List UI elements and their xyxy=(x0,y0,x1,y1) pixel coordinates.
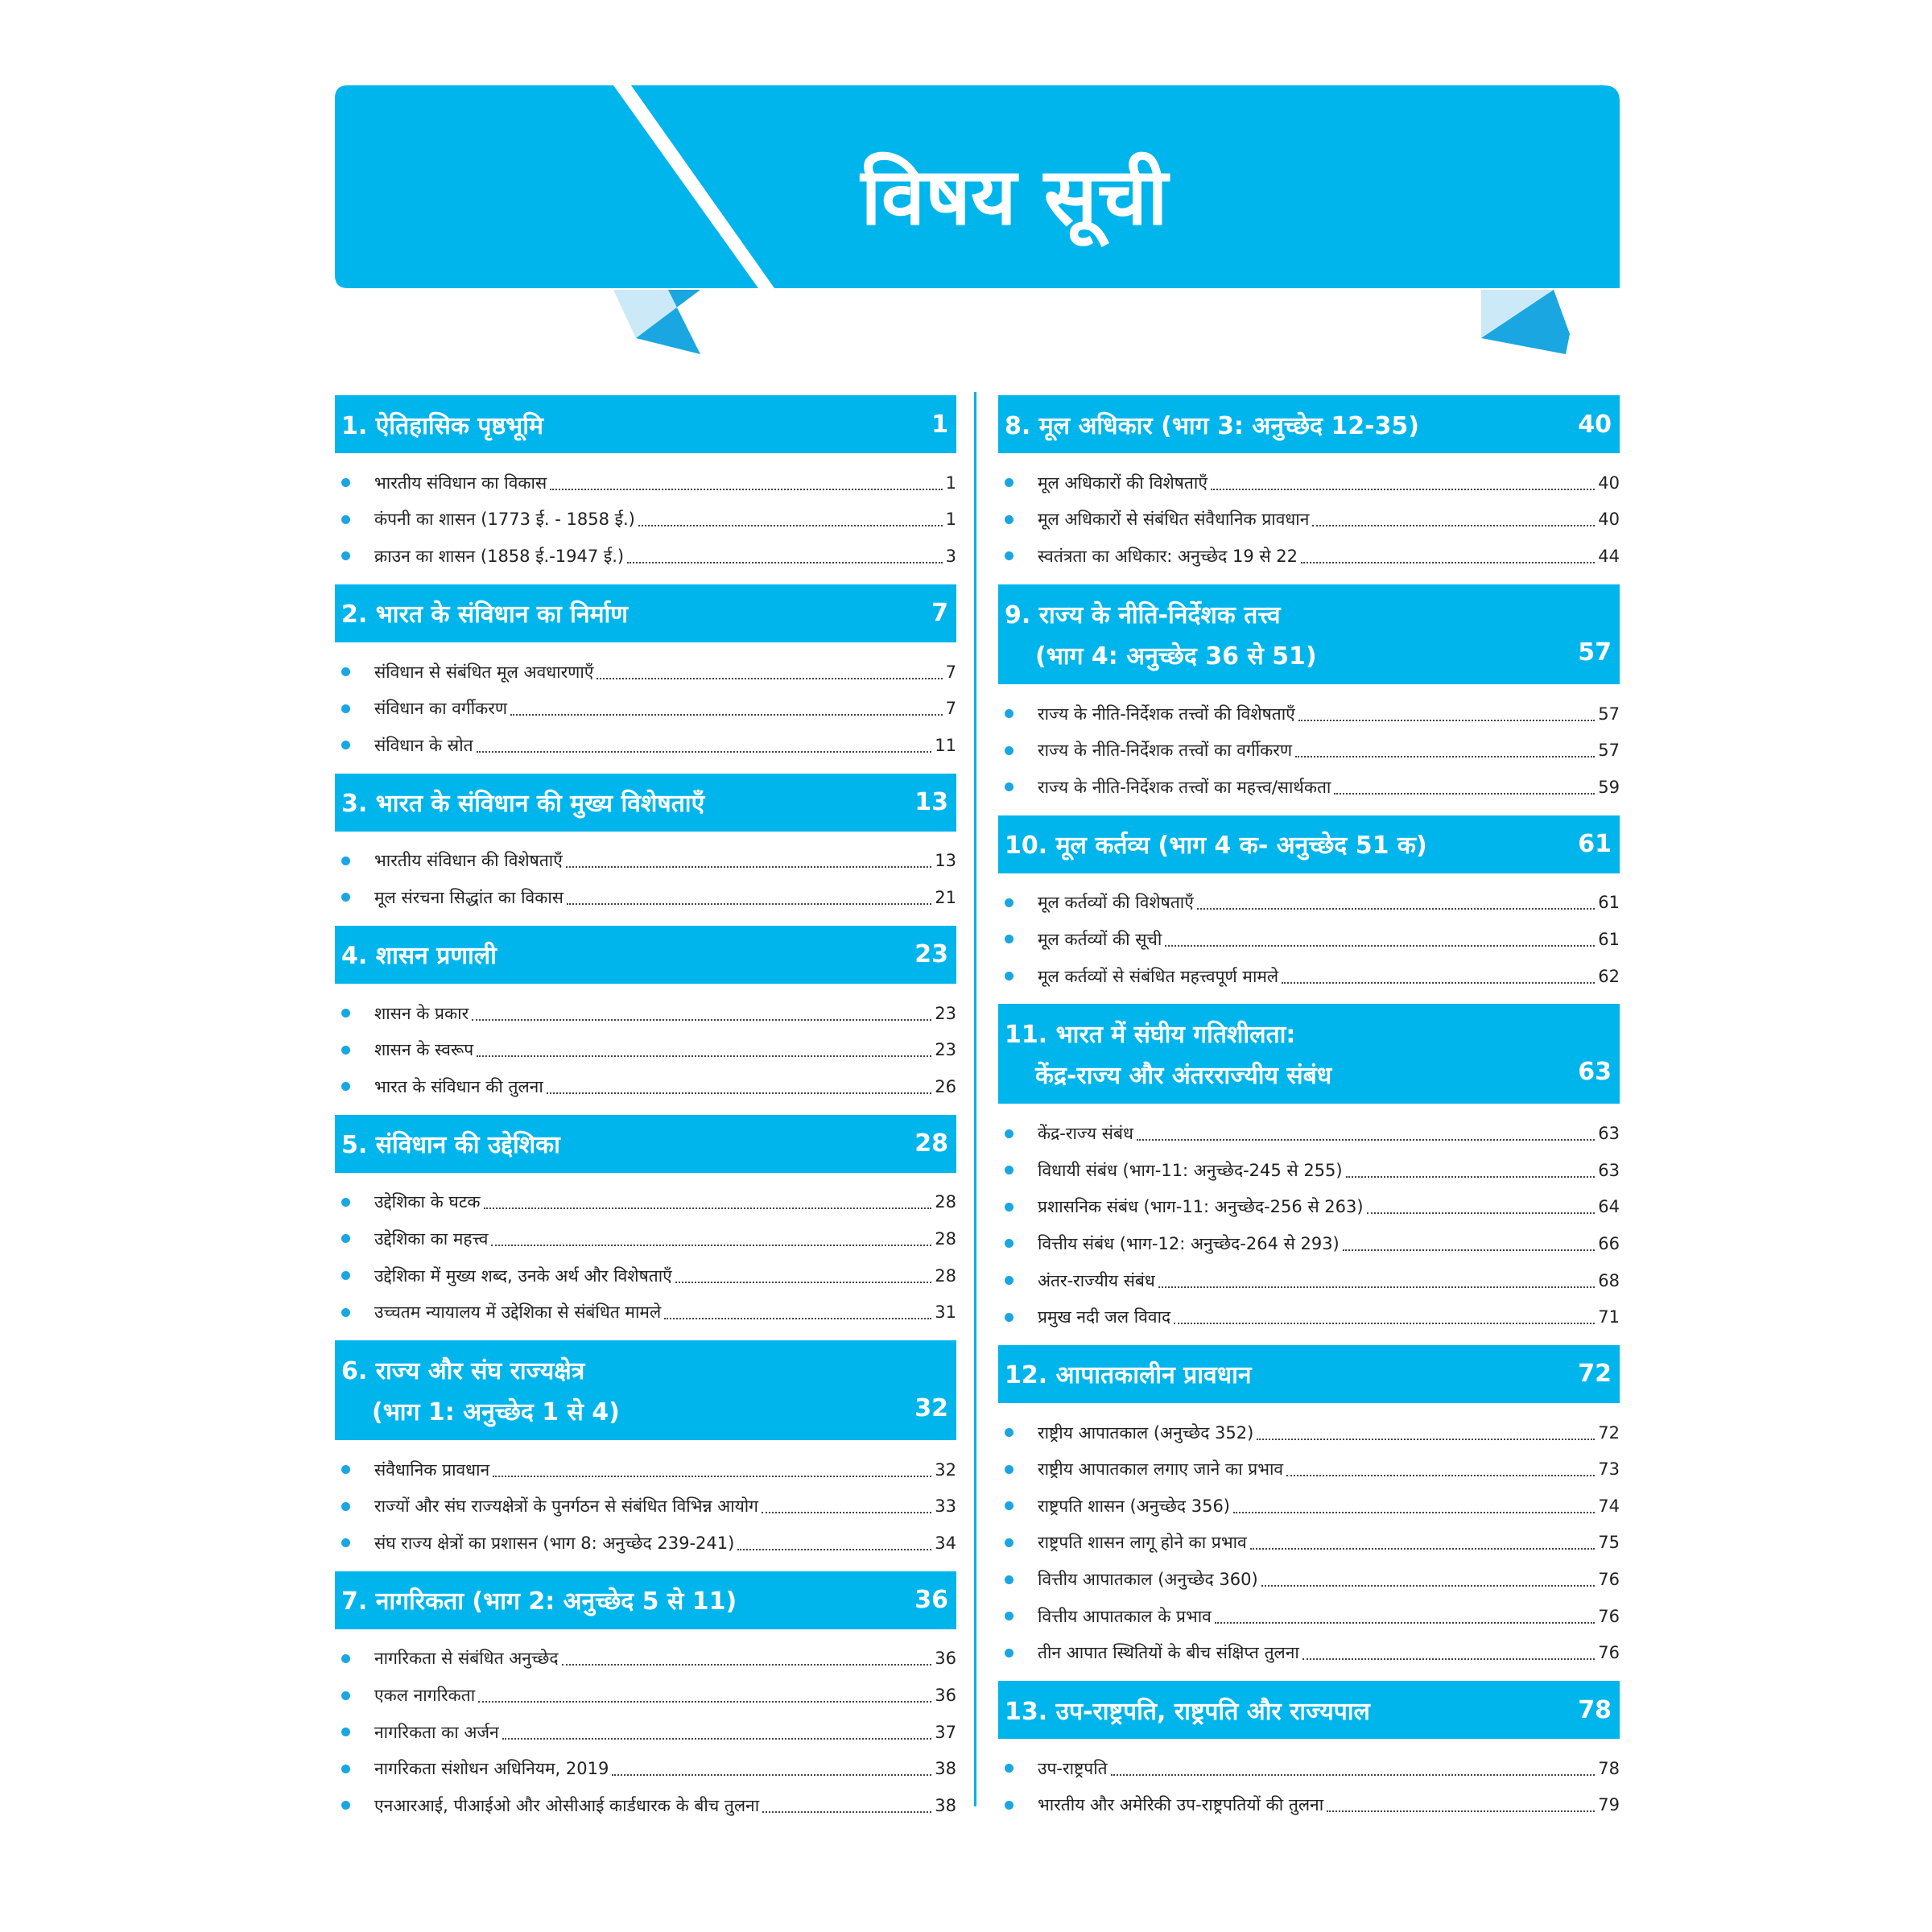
toc-entry[interactable] xyxy=(335,1488,956,1525)
section-header[interactable] xyxy=(335,1340,956,1440)
toc-entry[interactable] xyxy=(335,464,956,502)
toc-entry[interactable] xyxy=(998,1115,1620,1152)
toc-entry-text: मूल कर्तव्यों की विशेषताएँ xyxy=(1038,893,1194,913)
section-header[interactable] xyxy=(335,774,956,832)
section-page-number: 61 xyxy=(1578,830,1612,859)
toc-entry[interactable] xyxy=(335,502,956,539)
toc-entry[interactable] xyxy=(998,885,1620,922)
toc-entry-text: राष्ट्रपति शासन (अनुच्छेद 356) xyxy=(1038,1496,1230,1516)
toc-entry[interactable] xyxy=(998,732,1620,769)
toc-entry-text: भारतीय और अमेरिकी उप-राष्ट्रपतियों की तुलना xyxy=(1038,1795,1324,1815)
toc-entry-text: शासन के स्वरूप xyxy=(374,1040,474,1060)
toc-entry-page: 68 xyxy=(1598,1270,1620,1290)
bullet-icon xyxy=(341,1271,350,1280)
bullet-icon xyxy=(341,1465,350,1474)
section-header-row xyxy=(1005,638,1612,671)
section-item-list xyxy=(998,1115,1620,1335)
toc-entry-text: नागरिकता का अर्जन xyxy=(374,1722,499,1742)
toc-entry-text: राज्य के नीति-निर्देशक तत्त्वों का वर्गीकरण xyxy=(1038,741,1293,761)
toc-entry-text: मूल अधिकारों की विशेषताएँ xyxy=(1038,473,1208,493)
dot-leader xyxy=(1327,1810,1595,1812)
section-item-list xyxy=(998,885,1620,995)
toc-left-column xyxy=(335,395,956,1834)
toc-entry-page: 23 xyxy=(935,1003,956,1023)
bullet-icon xyxy=(1005,1276,1013,1285)
toc-entry-page: 74 xyxy=(1598,1496,1620,1516)
bullet-icon xyxy=(1005,551,1013,560)
toc-entry[interactable] xyxy=(998,1488,1620,1525)
toc-entry-text: एकल नागरिकता xyxy=(374,1686,476,1706)
section-item-list xyxy=(335,843,956,916)
toc-entry[interactable] xyxy=(335,1525,956,1562)
toc-entry[interactable] xyxy=(998,1152,1620,1189)
toc-entry[interactable] xyxy=(998,1262,1620,1299)
section-page-number: 1 xyxy=(931,410,948,439)
toc-entry[interactable] xyxy=(998,1451,1620,1488)
toc-entry[interactable] xyxy=(998,769,1620,806)
dot-leader xyxy=(502,1738,932,1740)
bullet-icon xyxy=(341,857,350,865)
toc-entry-text: संविधान से संबंधित मूल अवधारणाएँ xyxy=(374,662,594,682)
bullet-icon xyxy=(341,667,350,676)
toc-entry-page: 1 xyxy=(945,510,956,530)
bullet-icon xyxy=(341,1046,350,1055)
toc-entry-text: नागरिकता संशोधन अधिनियम, 2019 xyxy=(374,1759,609,1779)
section-item-list xyxy=(335,1184,956,1331)
toc-entry[interactable] xyxy=(998,502,1620,539)
toc-entry[interactable] xyxy=(998,696,1620,733)
toc-entry-page: 33 xyxy=(935,1496,956,1517)
bullet-icon xyxy=(1005,1313,1013,1322)
section-page-number: 23 xyxy=(914,940,948,969)
toc-entry[interactable] xyxy=(335,1184,956,1221)
dot-leader xyxy=(472,1019,931,1021)
toc-entry-text: भारतीय संविधान का विकास xyxy=(374,473,547,493)
toc-entry[interactable] xyxy=(335,879,956,916)
bullet-icon xyxy=(341,1691,350,1700)
toc-entry[interactable] xyxy=(998,1561,1620,1598)
section-header[interactable] xyxy=(335,584,956,642)
toc-entry-page: 32 xyxy=(935,1459,956,1480)
section-page-number: 7 xyxy=(931,599,948,628)
toc-entry[interactable] xyxy=(335,727,956,764)
toc-entry-page: 34 xyxy=(935,1533,956,1553)
toc-entry[interactable] xyxy=(998,1750,1620,1787)
toc-entry[interactable] xyxy=(335,654,956,691)
toc-entry-page: 38 xyxy=(935,1795,956,1815)
section-header[interactable] xyxy=(998,584,1620,684)
toc-entry-text: संविधान के स्रोत xyxy=(374,735,473,755)
toc-entry-page: 75 xyxy=(1598,1533,1620,1553)
toc-entry-text: वित्तीय आपातकाल (अनुच्छेद 360) xyxy=(1038,1570,1258,1590)
toc-entry[interactable] xyxy=(335,1031,956,1068)
toc-entry-page: 76 xyxy=(1598,1643,1620,1663)
toc-right-column xyxy=(998,395,1620,1833)
bullet-icon xyxy=(1005,972,1013,980)
dot-leader xyxy=(1261,1585,1596,1587)
toc-entry-page: 72 xyxy=(1598,1422,1620,1443)
toc-entry-page: 44 xyxy=(1598,546,1620,566)
toc-entry-text: संविधान का वर्गीकरण xyxy=(374,699,508,719)
section-header[interactable] xyxy=(998,1004,1620,1104)
toc-entry[interactable] xyxy=(998,921,1620,958)
section-title: 7. नागरिकता (भाग 2: अनुच्छेद 5 से 11) xyxy=(341,1587,737,1616)
section-title: 6. राज्य और संघ राज्यक्षेत्र xyxy=(341,1356,585,1385)
toc-entry-page: 73 xyxy=(1598,1459,1620,1480)
section-page-number: 13 xyxy=(914,788,948,817)
dot-leader xyxy=(491,1245,931,1246)
toc-entry-page: 61 xyxy=(1598,893,1620,913)
section-page-number: 40 xyxy=(1578,410,1612,439)
dot-leader xyxy=(1298,720,1595,721)
toc-entry-text: एनआरआई, पीआईओ और ओसीआई कार्डधारक के बीच तुलना xyxy=(374,1795,760,1815)
bullet-icon xyxy=(341,1234,350,1243)
dot-leader xyxy=(1158,1286,1595,1288)
section-title: 5. संविधान की उद्देशिका xyxy=(341,1131,560,1160)
section-subtitle: (भाग 4: अनुच्छेद 36 से 51) xyxy=(1035,642,1317,671)
section-subtitle: केंद्र-राज्य और अंतरराज्यीय संबंध xyxy=(1035,1062,1332,1091)
toc-entry-page: 7 xyxy=(945,699,956,719)
toc-entry[interactable] xyxy=(998,1525,1620,1562)
dot-leader xyxy=(762,1811,931,1813)
column-divider xyxy=(974,392,976,1806)
toc-entry-page: 76 xyxy=(1598,1606,1620,1626)
toc-entry-text: मूल कर्तव्यों से संबंधित महत्त्वपूर्ण मामले xyxy=(1038,966,1279,986)
section-item-list xyxy=(335,1451,956,1562)
section-header[interactable] xyxy=(335,1115,956,1173)
dot-leader xyxy=(1250,1548,1596,1550)
toc-entry-text: अंतर-राज्यीय संबंध xyxy=(1038,1270,1155,1290)
toc-entry-page: 28 xyxy=(935,1265,956,1286)
toc-entry-text: स्वतंत्रता का अधिकार: अनुच्छेद 19 से 22 xyxy=(1038,546,1298,566)
toc-entry[interactable] xyxy=(335,1714,956,1751)
toc-entry-page: 13 xyxy=(935,851,956,871)
section-item-list xyxy=(998,696,1620,806)
section-header[interactable] xyxy=(998,395,1620,453)
toc-entry[interactable] xyxy=(998,1414,1620,1451)
bullet-icon xyxy=(341,893,350,902)
section-title: 13. उप-राष्ट्रपति, राष्ट्रपति और राज्यपाल xyxy=(1005,1697,1370,1726)
bullet-icon xyxy=(1005,1501,1013,1510)
bullet-icon xyxy=(1005,515,1013,524)
dot-leader xyxy=(638,525,943,526)
dot-leader xyxy=(1302,1658,1595,1660)
section-title: 9. राज्य के नीति-निर्देशक तत्त्व xyxy=(1005,601,1281,630)
bullet-icon xyxy=(1005,1166,1013,1174)
toc-entry-text: भारतीय संविधान की विशेषताएँ xyxy=(374,851,563,871)
bullet-icon xyxy=(1005,898,1013,907)
toc-entry[interactable] xyxy=(335,1068,956,1105)
dot-leader xyxy=(664,1318,931,1319)
toc-entry-text: वित्तीय आपातकाल के प्रभाव xyxy=(1038,1606,1212,1626)
section-item-list xyxy=(335,654,956,764)
bullet-icon xyxy=(341,551,350,560)
bullet-icon xyxy=(1005,1239,1013,1248)
toc-entry-page: 76 xyxy=(1598,1570,1620,1590)
toc-entry-page: 28 xyxy=(935,1192,956,1212)
toc-entry-text: राज्यों और संघ राज्यक्षेत्रों के पुनर्गठन से संबंधित विभिन्न आयोग xyxy=(374,1496,759,1517)
bullet-icon xyxy=(341,704,350,713)
section-header[interactable] xyxy=(998,1345,1620,1403)
bullet-icon xyxy=(1005,1203,1013,1212)
dot-leader xyxy=(566,866,931,868)
bullet-icon xyxy=(1005,1465,1013,1474)
dot-leader xyxy=(493,1476,931,1477)
bullet-icon xyxy=(1005,1538,1013,1547)
toc-entry-page: 26 xyxy=(935,1076,956,1096)
dot-leader xyxy=(627,562,943,564)
bullet-icon xyxy=(341,515,350,524)
bullet-icon xyxy=(1005,1649,1013,1657)
toc-entry-text: राष्ट्रीय आपातकाल (अनुच्छेद 352) xyxy=(1038,1422,1254,1443)
bullet-icon xyxy=(341,1009,350,1018)
section-item-list xyxy=(335,995,956,1105)
section-item-list xyxy=(998,464,1620,575)
bullet-icon xyxy=(1005,709,1013,718)
section-page-number: 72 xyxy=(1578,1360,1612,1389)
section-title: 12. आपातकालीन प्रावधान xyxy=(1005,1361,1252,1390)
toc-entry-page: 38 xyxy=(935,1759,956,1779)
toc-entry-page: 57 xyxy=(1598,741,1620,761)
section-item-list xyxy=(998,1414,1620,1671)
section-subtitle: (भाग 1: अनुच्छेद 1 से 4) xyxy=(372,1397,620,1426)
bullet-icon xyxy=(341,1198,350,1207)
section-title: 4. शासन प्रणाली xyxy=(341,942,497,971)
toc-entry-text: केंद्र-राज्य संबंध xyxy=(1038,1124,1133,1144)
dot-leader xyxy=(675,1282,932,1283)
bullet-icon xyxy=(1005,1575,1013,1584)
dot-leader xyxy=(737,1549,931,1550)
toc-entry-text: संवैधानिक प्रावधान xyxy=(374,1459,490,1480)
toc-entry-text: मूल संरचना सिद्धांत का विकास xyxy=(374,887,564,907)
toc-entry[interactable] xyxy=(335,1294,956,1331)
toc-entry-text: उप-राष्ट्रपति xyxy=(1038,1758,1108,1778)
section-title: 2. भारत के संविधान का निर्माण xyxy=(341,601,628,630)
bullet-icon xyxy=(341,1654,350,1663)
dot-leader xyxy=(484,1208,932,1209)
dot-leader xyxy=(1367,1212,1596,1214)
toc-entry-page: 62 xyxy=(1598,966,1620,986)
dot-leader xyxy=(550,489,942,490)
toc-entry-page: 36 xyxy=(935,1686,956,1706)
section-title: 10. मूल कर्तव्य (भाग 4 क- अनुच्छेद 51 क) xyxy=(1005,832,1427,861)
toc-entry-text: तीन आपात स्थितियों के बीच संक्षिप्त तुलना xyxy=(1038,1643,1299,1663)
bullet-icon xyxy=(341,1801,350,1810)
dot-leader xyxy=(477,751,932,753)
toc-entry-text: राष्ट्रपति शासन लागू होने का प्रभाव xyxy=(1038,1533,1247,1553)
dot-leader xyxy=(1211,489,1595,490)
dot-leader xyxy=(547,1092,931,1094)
toc-entry-text: भारत के संविधान की तुलना xyxy=(374,1076,543,1096)
toc-entry[interactable] xyxy=(335,1257,956,1294)
section-item-list xyxy=(335,1641,956,1824)
toc-entry[interactable] xyxy=(335,538,956,575)
toc-entry-page: 57 xyxy=(1598,704,1620,724)
bullet-icon xyxy=(341,1765,350,1773)
dot-leader xyxy=(477,1055,931,1057)
toc-entry[interactable] xyxy=(335,1451,956,1488)
toc-entry-text: उद्देशिका में मुख्य शब्द, उनके अर्थ और विशेषताएँ xyxy=(374,1265,672,1286)
section-header[interactable] xyxy=(998,815,1620,873)
section-header-row xyxy=(341,1394,948,1427)
toc-entry-page: 63 xyxy=(1598,1160,1620,1180)
toc-entry-text: उच्चतम न्यायालय में उद्देशिका से संबंधित मामले xyxy=(374,1302,662,1323)
dot-leader xyxy=(762,1512,931,1513)
bullet-icon xyxy=(341,1728,350,1736)
toc-entry-text: कंपनी का शासन (1773 ई. - 1858 ई.) xyxy=(374,510,635,530)
toc-entry[interactable] xyxy=(335,1677,956,1714)
toc-entry-page: 37 xyxy=(935,1722,956,1742)
section-item-list xyxy=(335,464,956,575)
toc-entry-text: राज्य के नीति-निर्देशक तत्त्वों का महत्त्व/सार्थकता xyxy=(1038,777,1331,797)
section-header[interactable] xyxy=(335,395,956,453)
toc-entry-text: प्रमुख नदी जल विवाद xyxy=(1038,1307,1171,1327)
bullet-icon xyxy=(1005,1428,1013,1437)
section-page-number: 63 xyxy=(1578,1058,1612,1087)
section-page-number: 32 xyxy=(914,1393,948,1422)
toc-entry-text: प्रशासनिक संबंध (भाग-11: अनुच्छेद-256 से 263) xyxy=(1038,1197,1364,1217)
section-header[interactable] xyxy=(998,1681,1620,1739)
toc-entry-page: 21 xyxy=(935,887,956,907)
toc-entry[interactable] xyxy=(998,1787,1620,1824)
toc-entry-page: 7 xyxy=(945,662,956,682)
bullet-icon xyxy=(341,478,350,487)
bullet-icon xyxy=(1005,935,1013,943)
toc-entry-page: 71 xyxy=(1598,1307,1620,1327)
toc-entry-page: 59 xyxy=(1598,777,1620,797)
dot-leader xyxy=(1286,1475,1595,1476)
section-title: 1. ऐतिहासिक पृष्ठभूमि xyxy=(341,411,543,440)
toc-entry[interactable] xyxy=(335,1220,956,1257)
toc-entry-text: नागरिकता से संबंधित अनुच्छेद xyxy=(374,1649,559,1669)
toc-entry[interactable] xyxy=(998,1598,1620,1635)
dot-leader xyxy=(1301,562,1595,564)
bullet-icon xyxy=(341,1538,350,1547)
toc-entry[interactable] xyxy=(335,1750,956,1787)
toc-entry[interactable] xyxy=(998,464,1620,502)
section-title: 8. मूल अधिकार (भाग 3: अनुच्छेद 12-35) xyxy=(1005,411,1419,440)
toc-entry-page: 66 xyxy=(1598,1233,1620,1253)
dot-leader xyxy=(510,714,943,716)
dot-leader xyxy=(562,1664,932,1666)
toc-entry-text: राष्ट्रीय आपातकाल लगाए जाने का प्रभाव xyxy=(1038,1459,1284,1480)
page-title: विषय सूची xyxy=(861,151,1168,243)
section-title: 11. भारत में संघीय गतिशीलता: xyxy=(1005,1021,1296,1050)
dot-leader xyxy=(1346,1176,1596,1178)
toc-entry[interactable] xyxy=(335,843,956,880)
dot-leader xyxy=(1257,1439,1595,1440)
dot-leader xyxy=(1111,1774,1596,1776)
toc-entry[interactable] xyxy=(998,1634,1620,1671)
toc-entry-text: वित्तीय संबंध (भाग-12: अनुच्छेद-264 से 293) xyxy=(1038,1233,1340,1253)
toc-entry-page: 11 xyxy=(935,735,956,755)
dot-leader xyxy=(1165,945,1595,947)
toc-entry[interactable] xyxy=(335,1641,956,1678)
toc-entry-page: 78 xyxy=(1598,1758,1620,1778)
toc-entry-text: उद्देशिका का महत्त्व xyxy=(374,1228,489,1249)
dot-leader xyxy=(1215,1622,1595,1624)
toc-entry-page: 40 xyxy=(1598,510,1620,530)
dot-leader xyxy=(1233,1512,1595,1513)
dot-leader xyxy=(1334,793,1595,795)
dot-leader xyxy=(1282,982,1595,984)
dot-leader xyxy=(1312,525,1595,526)
toc-entry[interactable] xyxy=(335,690,956,727)
bullet-icon xyxy=(341,741,350,749)
toc-entry[interactable] xyxy=(998,958,1620,995)
toc-entry-page: 63 xyxy=(1598,1124,1620,1144)
bullet-icon xyxy=(1005,1129,1013,1138)
bullet-icon xyxy=(1005,478,1013,487)
toc-entry-page: 36 xyxy=(935,1649,956,1669)
toc-entry[interactable] xyxy=(335,995,956,1032)
toc-entry[interactable] xyxy=(998,1225,1620,1262)
toc-entry-text: उद्देशिका के घटक xyxy=(374,1192,481,1212)
section-header-row xyxy=(1005,1058,1612,1091)
bullet-icon xyxy=(1005,1764,1013,1773)
section-page-number: 28 xyxy=(914,1129,948,1158)
toc-entry-text: शासन के प्रकार xyxy=(374,1003,469,1023)
bullet-icon xyxy=(1005,782,1013,791)
toc-entry-text: क्राउन का शासन (1858 ई.-1947 ई.) xyxy=(374,546,625,566)
toc-entry[interactable] xyxy=(335,1787,956,1824)
section-header[interactable] xyxy=(335,1571,956,1629)
toc-entry-page: 28 xyxy=(935,1228,956,1249)
toc-entry-page: 79 xyxy=(1598,1795,1620,1815)
toc-entry-page: 40 xyxy=(1598,473,1620,493)
toc-entry-text: मूल कर्तव्यों की सूची xyxy=(1038,929,1162,949)
toc-entry-page: 3 xyxy=(945,546,956,566)
toc-entry-text: राज्य के नीति-निर्देशक तत्त्वों की विशेषताएँ xyxy=(1038,704,1295,724)
toc-entry-page: 1 xyxy=(945,473,956,493)
dot-leader xyxy=(478,1701,931,1703)
dot-leader xyxy=(1343,1249,1596,1251)
section-header[interactable] xyxy=(335,926,956,984)
toc-entry-page: 61 xyxy=(1598,929,1620,949)
section-page-number: 57 xyxy=(1578,638,1612,667)
dot-leader xyxy=(612,1774,931,1776)
bullet-icon xyxy=(1005,1801,1013,1810)
toc-entry-page: 23 xyxy=(935,1040,956,1060)
section-page-number: 78 xyxy=(1578,1695,1612,1724)
toc-entry[interactable] xyxy=(998,538,1620,575)
toc-entry-page: 64 xyxy=(1598,1197,1620,1217)
dot-leader xyxy=(597,678,942,679)
bullet-icon xyxy=(341,1502,350,1511)
dot-leader xyxy=(1137,1139,1595,1141)
bullet-icon xyxy=(1005,1612,1013,1620)
dot-leader xyxy=(1174,1323,1595,1324)
bullet-icon xyxy=(341,1308,350,1317)
toc-entry-text: संघ राज्य क्षेत्रों का प्रशासन (भाग 8: अनुच्छेद 239-241) xyxy=(374,1533,735,1553)
toc-entry[interactable] xyxy=(998,1298,1620,1335)
toc-entry[interactable] xyxy=(998,1189,1620,1226)
dot-leader xyxy=(567,903,931,905)
dot-leader xyxy=(1295,756,1595,758)
toc-entry-text: विधायी संबंध (भाग-11: अनुच्छेद-245 से 255) xyxy=(1038,1160,1343,1180)
toc-entry-text: मूल अधिकारों से संबंधित संवैधानिक प्रावधान xyxy=(1038,510,1310,530)
bullet-icon xyxy=(341,1082,350,1091)
bullet-icon xyxy=(1005,746,1013,755)
dot-leader xyxy=(1197,908,1595,910)
section-title: 3. भारत के संविधान की मुख्य विशेषताएँ xyxy=(341,790,705,819)
section-page-number: 36 xyxy=(914,1586,948,1615)
toc-entry-page: 31 xyxy=(935,1302,956,1323)
section-item-list xyxy=(998,1750,1620,1823)
